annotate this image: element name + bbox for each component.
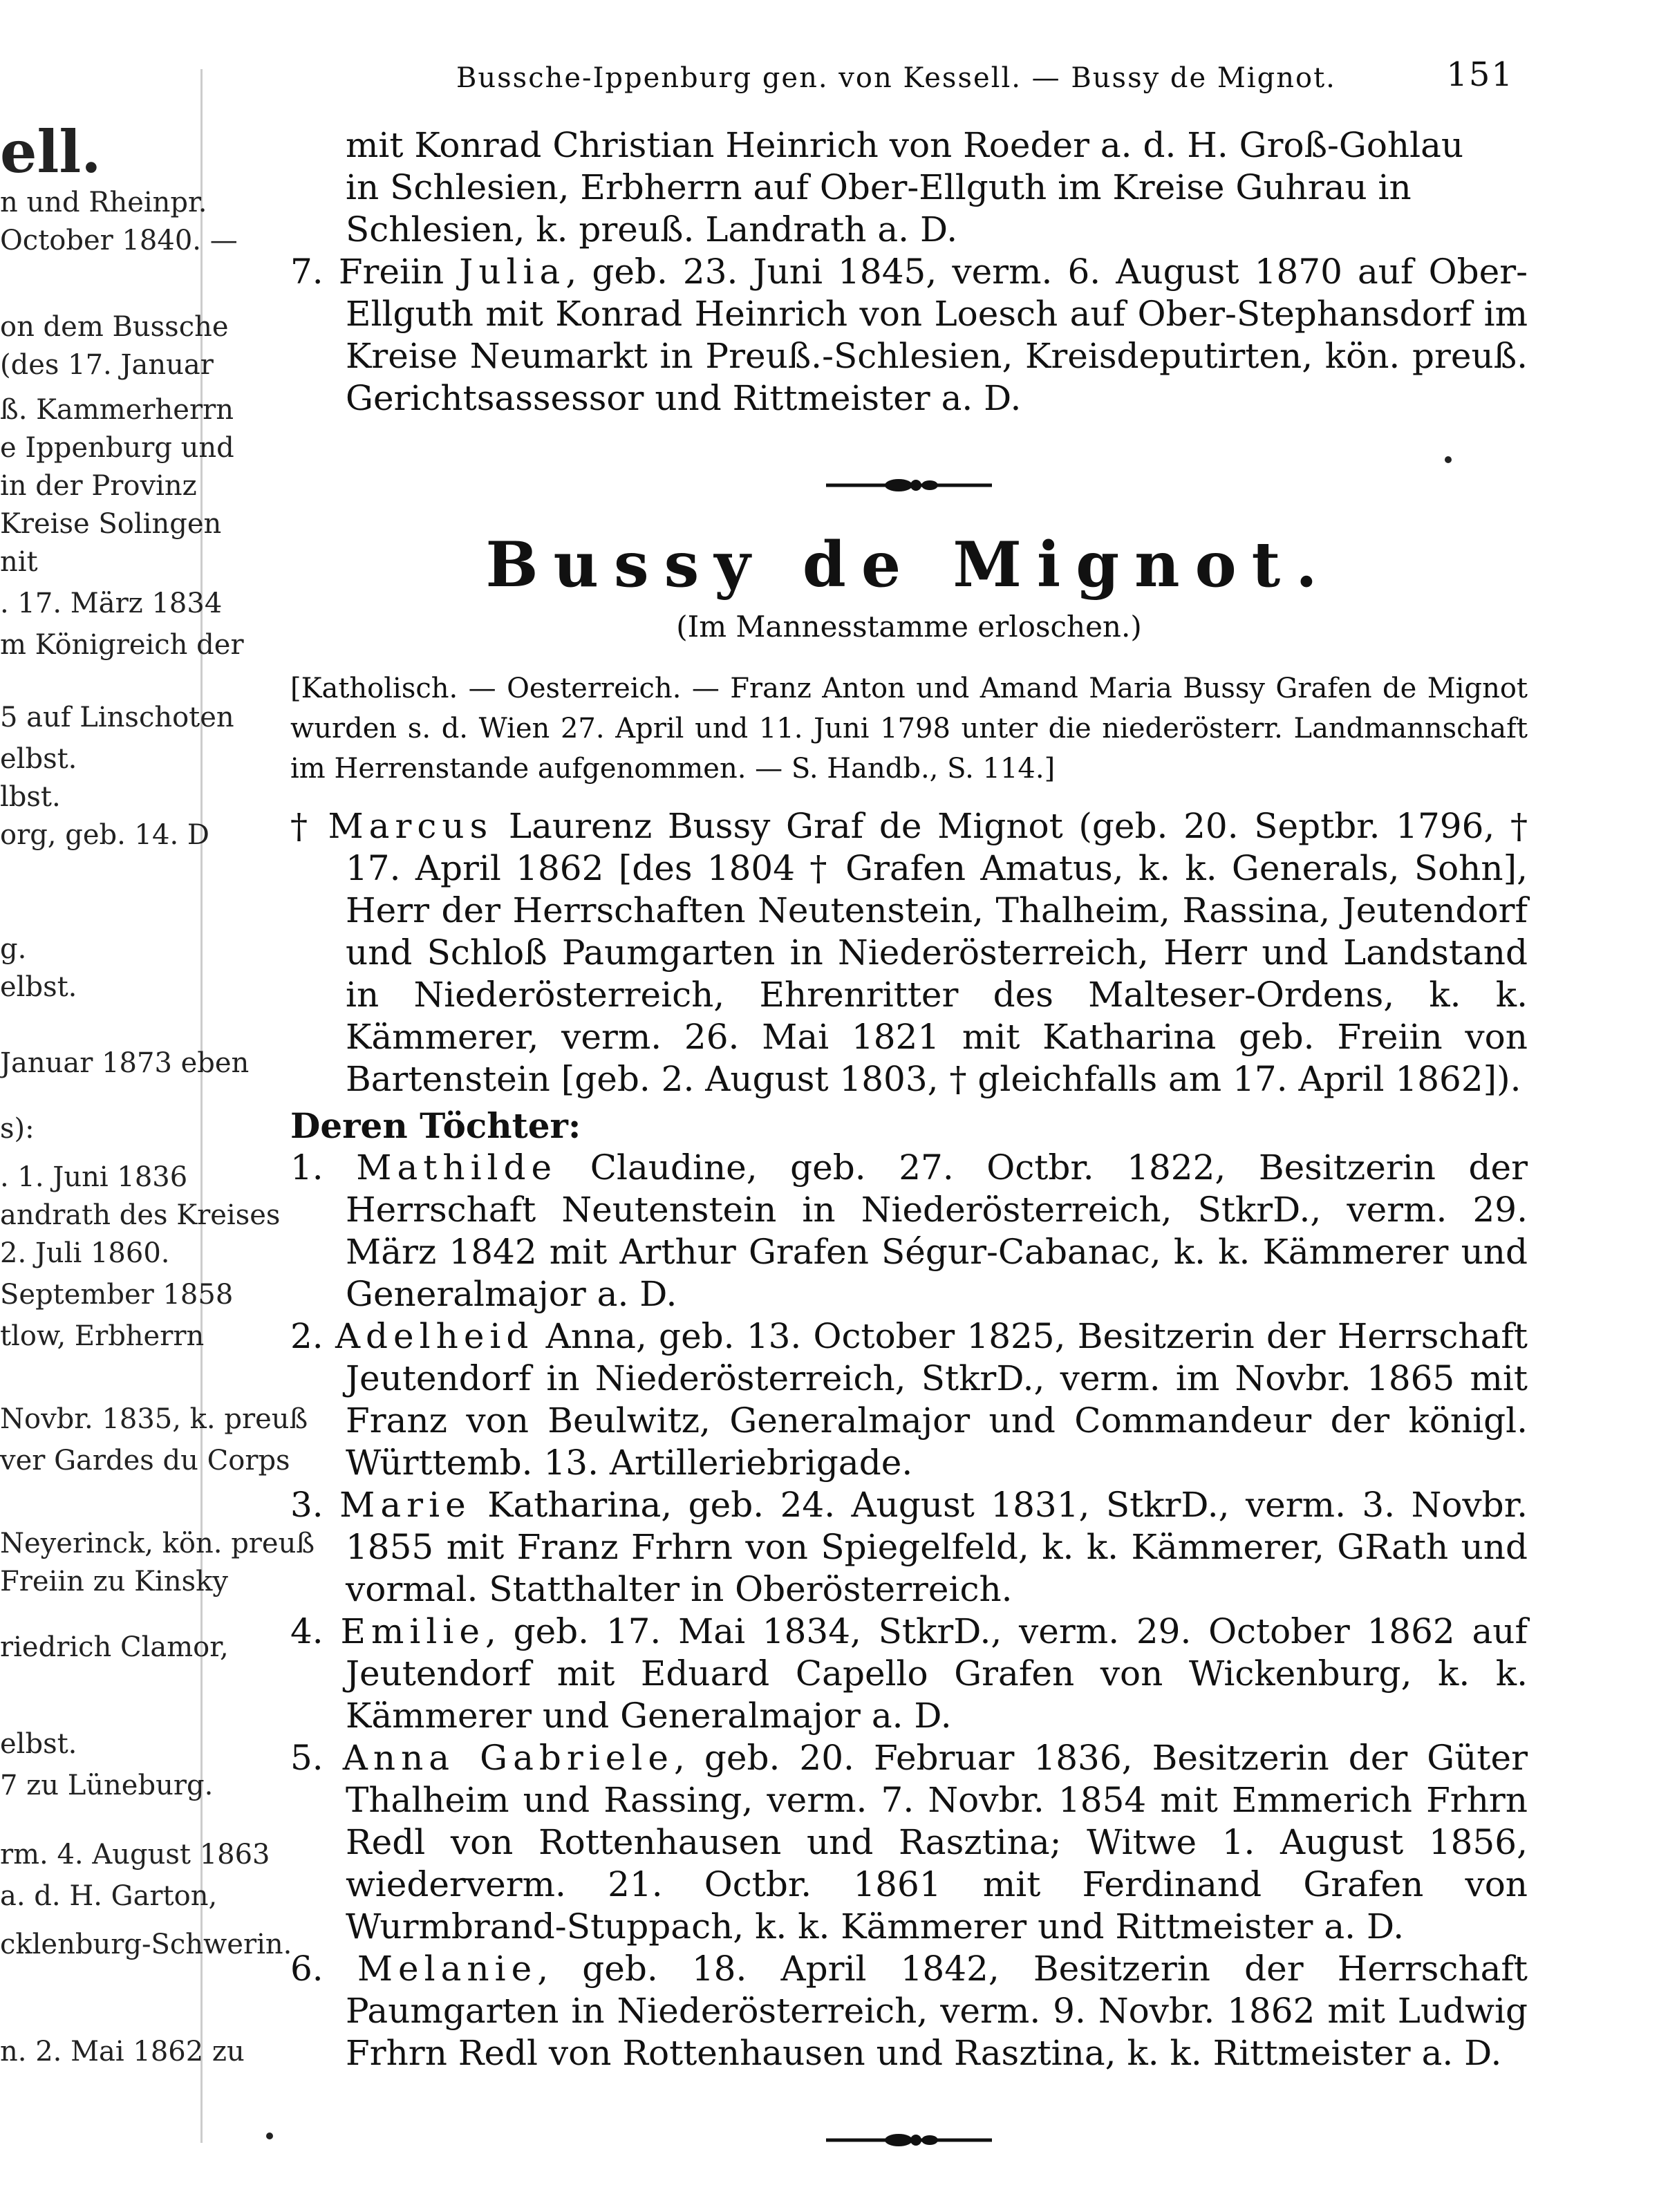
gutter-fragment: m Königreich der bbox=[0, 629, 244, 661]
entry-number: 1. bbox=[290, 1147, 324, 1188]
entry-text: , geb. 23. Juni 1845, verm. 6. August 1870 auf Ober-Ellguth mit Konrad Heinrich von Loesch auf Ober-Stephansdorf im Kreise Neumarkt in Preuß.-Schlesien, Kreisdeputirten, kön. preuß. Gerichtsassessor und Rittmeister a. D. bbox=[346, 252, 1528, 418]
gutter-fragment: g. bbox=[0, 933, 27, 965]
gutter-fragment: Kreise Solingen bbox=[0, 508, 222, 540]
entry-number: 2. bbox=[290, 1316, 324, 1356]
print-speck bbox=[1445, 456, 1452, 463]
gutter-fragment: in der Provinz bbox=[0, 470, 197, 502]
gutter-fragment: . 1. Juni 1836 bbox=[0, 1161, 188, 1193]
entry-name: Marie bbox=[339, 1485, 471, 1525]
running-title: Bussche-Ippenburg gen. von Kessell. — Bussy de Mignot. bbox=[456, 62, 1336, 94]
print-speck bbox=[266, 2133, 273, 2139]
continuation-line: mit Konrad Christian Heinrich von Roeder a. d. H. Groß-Gohlau bbox=[346, 125, 1464, 165]
entry-name: Julia bbox=[459, 252, 566, 292]
gutter-fragment: 2. Juli 1860. bbox=[0, 1237, 170, 1269]
gutter-fragment: nit bbox=[0, 546, 38, 578]
gutter-fragment: s): bbox=[0, 1113, 35, 1145]
family-title: Bussy de Mignot. bbox=[485, 528, 1333, 601]
family-subtitle: (Im Mannesstamme erloschen.) bbox=[676, 610, 1142, 644]
gutter-fragment: ß. Kammerherrn bbox=[0, 394, 234, 426]
entry-name: Melanie bbox=[357, 1949, 538, 1989]
section-heading bbox=[290, 523, 1528, 648]
gutter-fragment: ver Gardes du Corps bbox=[0, 1445, 290, 1477]
entry-text: , geb. 18. April 1842, Besitzerin der Herrschaft Paumgarten in Niederösterreich, verm. 9. Novbr. 1862 mit Ludwig Frhrn Redl von Rottenhausen und Rasztina, k. k. Rittmeister a. D. bbox=[346, 1949, 1528, 2073]
gutter-fragment: (des 17. Januar bbox=[0, 349, 214, 381]
gutter-fragment: andrath des Kreises bbox=[0, 1199, 281, 1231]
entry-number: 3. bbox=[290, 1485, 324, 1525]
entry-name: Emilie bbox=[340, 1611, 485, 1651]
family-intro: [Katholisch. — Oesterreich. — Franz Anton und Amand Maria Bussy Grafen de Mignot wurden s. d. Wien 27. April und 11. Juni 1798 unter die niederösterr. Landmannschaft im Herrenstande aufgenommen. — S. Handb., S. 114.] bbox=[290, 673, 1528, 785]
ornament-separator bbox=[819, 468, 999, 503]
entry-name: Anna Gabriele bbox=[342, 1738, 674, 1778]
continuation-line: in Schlesien, Erbherrn auf Ober-Ellguth im Kreise Guhrau in bbox=[346, 167, 1412, 207]
daughter-item bbox=[290, 1147, 1528, 1315]
entry-number: 5. bbox=[290, 1738, 324, 1778]
gutter-fragment: Neyerinck, kön. preuß bbox=[0, 1528, 315, 1559]
gutter-fragment: elbst. bbox=[0, 1728, 77, 1760]
ornament-separator bbox=[819, 2123, 999, 2157]
gutter-fragment: n. 2. Mai 1862 zu bbox=[0, 2036, 245, 2068]
gutter-fragment: September 1858 bbox=[0, 1279, 234, 1311]
entry-name: Mathilde bbox=[356, 1147, 558, 1188]
gutter-fragment: a. d. H. Garton, bbox=[0, 1880, 218, 1912]
continuation-line: Schlesien, k. preuß. Landrath a. D. bbox=[346, 209, 958, 250]
entry-number: 4. bbox=[290, 1611, 324, 1651]
gutter-fragment: org, geb. 14. D bbox=[0, 819, 209, 851]
page-body bbox=[290, 124, 1528, 2157]
gutter-fragment: on dem Bussche bbox=[0, 311, 229, 343]
page-number: 151 bbox=[1446, 55, 1514, 94]
entry-number: 7. bbox=[290, 252, 324, 292]
entry-text: Claudine, geb. 27. Octbr. 1822, Besitzerin der Herrschaft Neutenstein in Niederösterreich, StkrD., verm. 29. März 1842 mit Arthur Grafen Ségur-Cabanac, k. k. Kämmerer und Generalmajor a. D. bbox=[346, 1147, 1528, 1314]
entry-text: Katharina, geb. 24. August 1831, StkrD., verm. 3. Novbr. 1855 mit Franz Frhrn von Spiegelfeld, k. k. Kämmerer, GRath und vormal. Statthalter in Oberösterreich. bbox=[346, 1485, 1528, 1609]
entry-text: Anna, geb. 13. October 1825, Besitzerin der Herrschaft Jeutendorf in Niederösterreich, StkrD., verm. im Novbr. 1865 mit Franz von Beulwitz, Generalmajor und Commandeur der königl. Württemb. 13. Artilleriebrigade. bbox=[346, 1316, 1528, 1483]
gutter-fragment: cklenburg-Schwerin. bbox=[0, 1929, 292, 1960]
gutter-fragment: riedrich Clamor, bbox=[0, 1631, 229, 1663]
entry-prefix: Freiin bbox=[338, 252, 460, 292]
death-cross: † bbox=[290, 806, 312, 846]
daughter-item bbox=[290, 1948, 1528, 2074]
daughter-item bbox=[290, 1484, 1528, 1611]
gutter-fragment: elbst. bbox=[0, 971, 77, 1003]
facing-page-fragment bbox=[0, 69, 315, 2143]
entry-name: Marcus bbox=[328, 806, 494, 846]
entry-item-7 bbox=[290, 251, 1528, 420]
gutter-fragment: Novbr. 1835, k. preuß bbox=[0, 1403, 308, 1435]
gutter-fragment: Januar 1873 eben bbox=[0, 1047, 250, 1079]
gutter-fragment: . 17. März 1834 bbox=[0, 588, 223, 619]
daughters-label: Deren Töchter: bbox=[290, 1105, 581, 1146]
main-entry bbox=[290, 805, 1528, 1100]
gutter-fragment: Freiin zu Kinsky bbox=[0, 1566, 228, 1597]
gutter-fragment: tlow, Erbherrn bbox=[0, 1320, 205, 1352]
gutter-fragment: ell. bbox=[0, 118, 102, 186]
running-header bbox=[456, 55, 1514, 104]
daughter-item bbox=[290, 1737, 1528, 1948]
entry-text: , geb. 20. Februar 1836, Besitzerin der Güter Thalheim und Rassing, verm. 7. Novbr. 1854 mit Emmerich Frhrn Redl von Rottenhausen und Rasztina; Witwe 1. August 1856, wiederverm. 21. Octbr. 1861 mit Ferdinand Grafen von Wurmbrand-Stuppach, k. k. Kämmerer und Rittmeister a. D. bbox=[346, 1738, 1528, 1947]
gutter-fragment: 5 auf Linschoten bbox=[0, 702, 234, 733]
gutter-fragment: rm. 4. August 1863 bbox=[0, 1839, 270, 1871]
gutter-fragment: October 1840. — bbox=[0, 225, 238, 256]
gutter-fragment: e Ippenburg und bbox=[0, 432, 234, 464]
gutter-fragment: lbst. bbox=[0, 781, 61, 813]
daughter-item bbox=[290, 1611, 1528, 1737]
gutter-fragment: n und Rheinpr. bbox=[0, 187, 207, 218]
entry-number: 6. bbox=[290, 1949, 324, 1989]
gutter-fragment: 7 zu Lüneburg. bbox=[0, 1770, 214, 1801]
entry-text: , geb. 17. Mai 1834, StkrD., verm. 29. October 1862 auf Jeutendorf mit Eduard Capello Grafen von Wickenburg, k. k. Kämmerer und Generalmajor a. D. bbox=[346, 1611, 1528, 1736]
gutter-fragment: elbst. bbox=[0, 743, 77, 775]
daughter-item bbox=[290, 1315, 1528, 1484]
entry-text: Laurenz Bussy Graf de Mignot (geb. 20. Septbr. 1796, † 17. April 1862 [des 1804 † Grafen Amatus, k. k. Generals, Sohn], Herr der Herrschaften Neutenstein, Thalheim, Rassina, Jeutendorf und Schloß Paumgarten in Niederösterreich, Herr und Landstand in Niederösterreich, Ehrenritter des Malteser-Ordens, k. k. Kämmerer, verm. 26. Mai 1821 mit Katharina geb. Freiin von Bartenstein [geb. 2. August 1803, † gleichfalls am 17. April 1862]). bbox=[346, 806, 1528, 1099]
entry-name: Adelheid bbox=[335, 1316, 534, 1356]
